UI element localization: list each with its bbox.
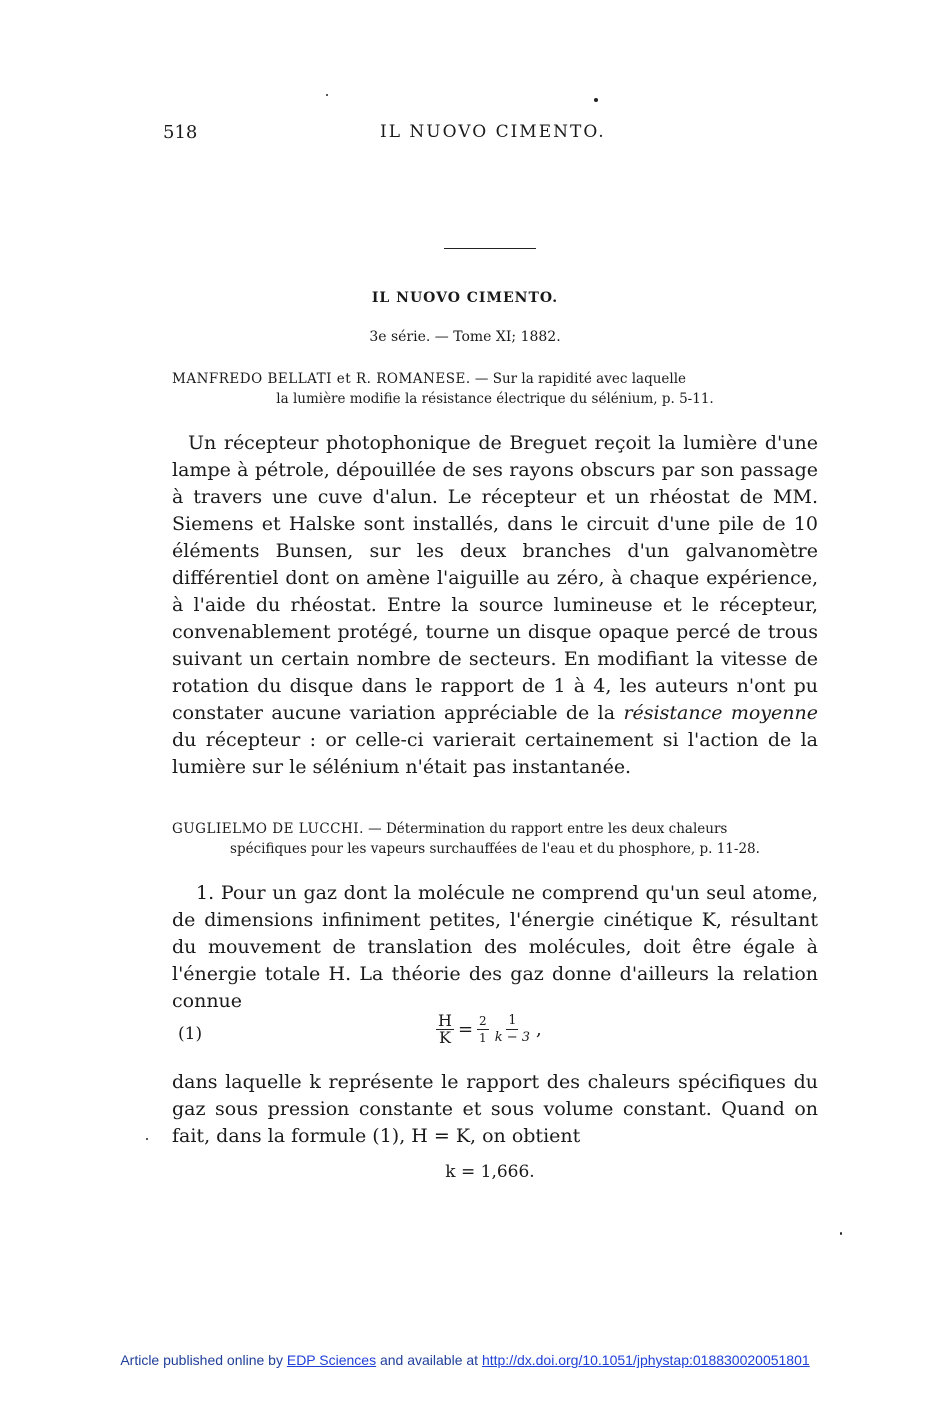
article1-authors: MANFREDO BELLATI et R. ROMANESE.: [172, 371, 471, 387]
article1-title-line1: — Sur la rapidité avec laquelle: [474, 371, 687, 387]
footer-middle: and available at: [379, 1352, 479, 1368]
footer: [0, 1352, 930, 1368]
running-head: [0, 118, 930, 148]
journal-heading: IL NUOVO CIMENTO.: [371, 290, 559, 306]
scan-speck: [840, 1232, 842, 1235]
fraction-denominator: K: [439, 1028, 451, 1047]
section-rule: [444, 248, 536, 249]
running-title: IL NUOVO CIMENTO.: [380, 122, 606, 142]
equals-sign: =: [457, 1019, 474, 1040]
fraction-denominator: 1: [479, 1031, 487, 1045]
article1-body-emphasis: résistance moyenne: [623, 702, 818, 724]
fraction-denominator: k − 3: [494, 1030, 530, 1045]
fraction-numerator: 1: [508, 1013, 517, 1028]
equation-1: [436, 1013, 542, 1046]
series-line: 3e série. — Tome XI; 1882.: [369, 329, 561, 345]
scan-speck: [594, 98, 598, 102]
fraction-reciprocal: [493, 1013, 532, 1046]
article1-title-line2: la lumière modifie la résistance électrique du sélénium, p. 5-11.: [276, 391, 714, 407]
article1-heading: [172, 369, 818, 409]
doi-link[interactable]: http://dx.doi.org/10.1051/jphystap:018830020051801: [481, 1352, 810, 1368]
article2-authors: GUGLIELMO DE LUCCHI.: [172, 821, 364, 837]
page-number: 518: [163, 122, 198, 143]
article1-body: [172, 430, 818, 781]
article2-heading: [172, 819, 818, 859]
fraction-coefficient: [477, 1013, 489, 1046]
scan-speck: [326, 94, 328, 96]
fraction-h-over-k: [436, 1013, 454, 1046]
article2-title-line2: spécifiques pour les vapeurs surchauffées de l'eau et du phosphore, p. 11-28.: [230, 841, 760, 857]
equation-number: (1): [178, 1024, 203, 1044]
fraction-numerator: H: [438, 1011, 452, 1030]
fraction-numerator: 2: [479, 1014, 487, 1028]
footer-prefix: Article published online by: [120, 1352, 283, 1368]
article1-body-part1: Un récepteur photophonique de Breguet reçoit la lumière d'une lampe à pétrole, dépouillée de ses rayons obscurs par son passage à travers une cuve d'alun. Le récepteur et un rhéostat de MM. Siemens et Halske sont installés, dans le circuit d'une pile de 10 éléments Bunsen, sur les deux branches d'un galvanomètre différentiel dont on amène l'aiguille au zéro, à chaque expérience, à l'aide du rhéostat. Entre la source lumineuse et le récepteur, convenablement protégé, tourne un disque opaque percé de trous suivant un certain nombre de secteurs. En modifiant la vitesse de rotation du disque dans le rapport de 1 à 4, les auteurs n'ont pu constater aucune variation appréciable de la: [172, 432, 818, 724]
scan-speck: [146, 1138, 148, 1140]
article2-title-line1: — Détermination du rapport entre les deux chaleurs: [368, 821, 728, 837]
equation-comma: ,: [536, 1019, 542, 1040]
article2-para2: dans laquelle k représente le rapport des chaleurs spécifiques du gaz sous pression constante et sous volume constant. Quand on fait, dans la formule (1), H = K, on obtient: [172, 1071, 818, 1147]
article1-body-part2: du récepteur : or celle-ci varierait certainement si l'action de la lumière sur le sélénium n'était pas instantanée.: [172, 729, 818, 778]
publisher-link[interactable]: EDP Sciences: [286, 1352, 377, 1368]
article2-para1: 1. Pour un gaz dont la molécule ne comprend qu'un seul atome, de dimensions infiniment petites, l'énergie cinétique K, résultant du mouvement de translation des molécules, doit être égale à l'énergie totale H. La théorie des gaz donne d'ailleurs la relation connue: [172, 882, 818, 1012]
equation-result: k = 1,666.: [445, 1162, 535, 1182]
